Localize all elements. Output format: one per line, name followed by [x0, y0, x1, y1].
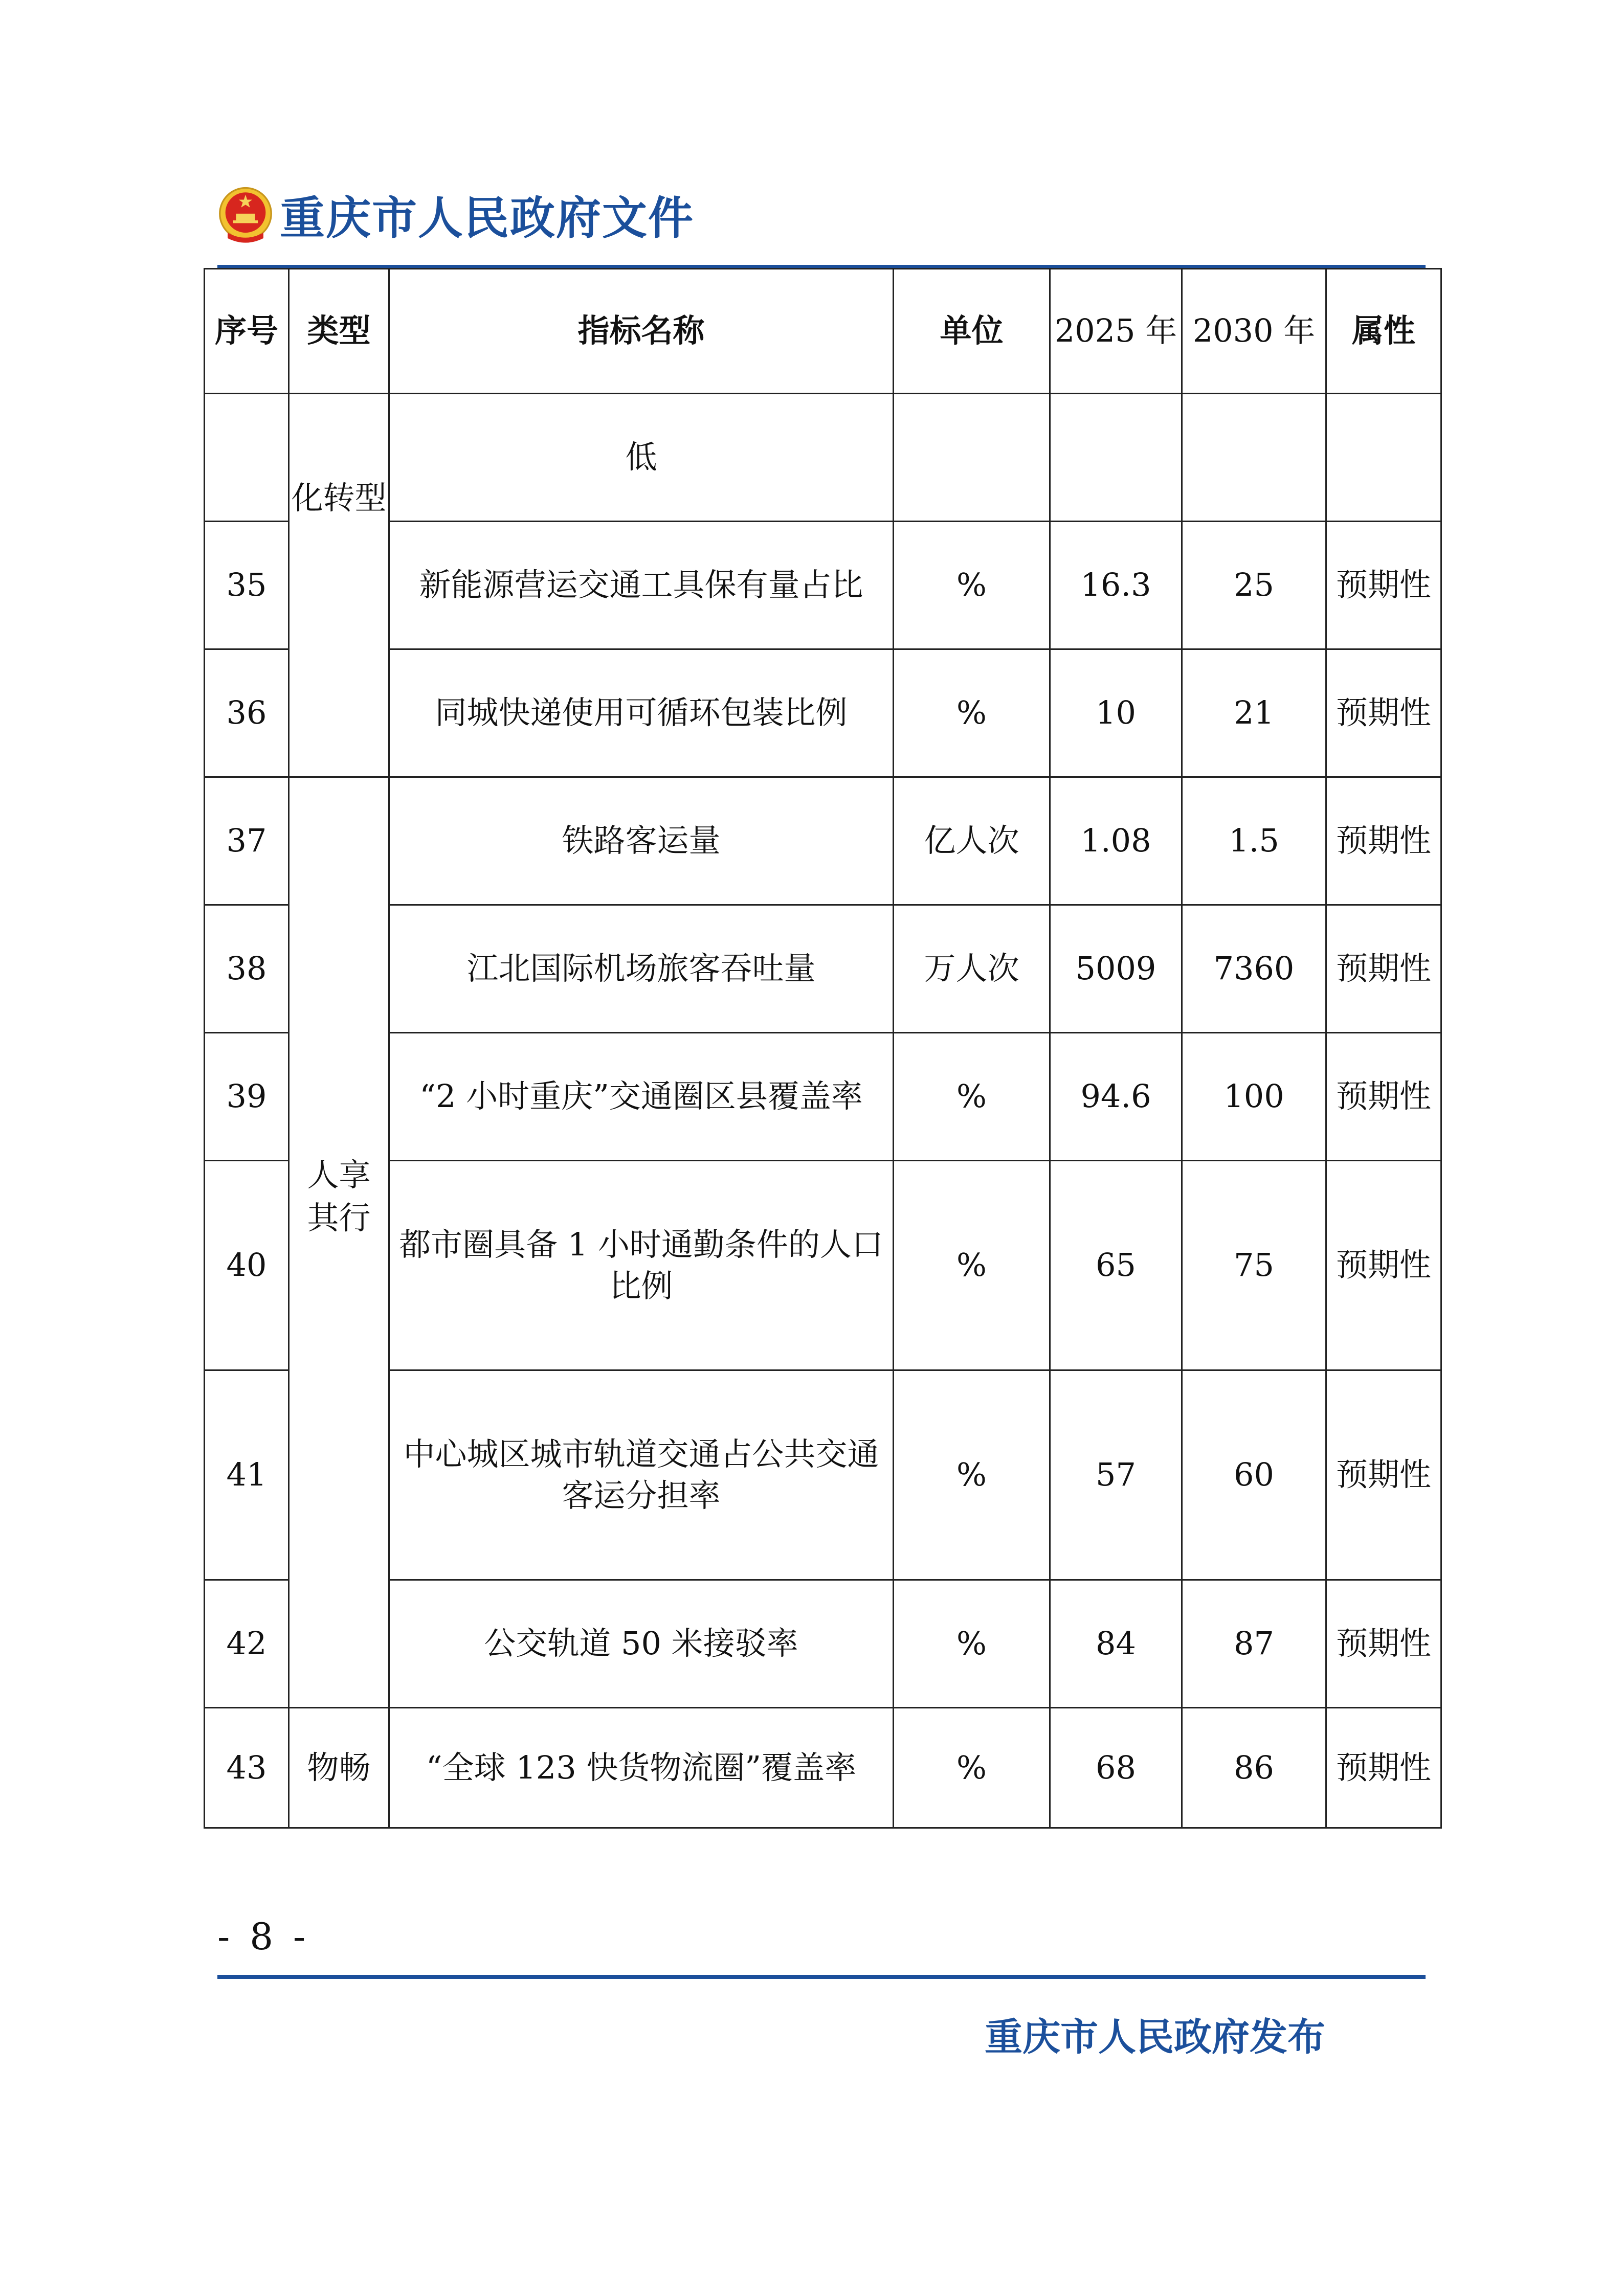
indicator-name: 中心城区城市轨道交通占公共交通客运分担率 — [389, 1370, 894, 1580]
unit: % — [894, 649, 1050, 777]
table-row — [205, 1161, 1441, 1370]
row-no: 36 — [205, 649, 289, 777]
value-2030: 60 — [1182, 1370, 1326, 1580]
national-emblem-icon — [217, 185, 274, 245]
header-attribute: 属性 — [1326, 269, 1441, 394]
indicator-name: 都市圈具备 1 小时通勤条件的人口比例 — [389, 1161, 894, 1370]
table-row — [205, 1370, 1441, 1580]
value-2025: 5009 — [1050, 905, 1182, 1033]
unit: % — [894, 1708, 1050, 1828]
header-2025: 2025 年 — [1050, 269, 1182, 394]
value-2030 — [1182, 394, 1326, 522]
row-no: 39 — [205, 1033, 289, 1161]
value-2025: 10 — [1050, 649, 1182, 777]
value-2025: 94.6 — [1050, 1033, 1182, 1161]
value-2025: 68 — [1050, 1708, 1182, 1828]
attribute: 预期性 — [1326, 777, 1441, 905]
attribute: 预期性 — [1326, 1370, 1441, 1580]
attribute: 预期性 — [1326, 1033, 1441, 1161]
value-2030: 100 — [1182, 1033, 1326, 1161]
unit: % — [894, 1580, 1050, 1708]
attribute — [1326, 394, 1441, 522]
indicator-name: 铁路客运量 — [389, 777, 894, 905]
table-row — [205, 1580, 1441, 1708]
unit: 亿人次 — [894, 777, 1050, 905]
header-category: 类型 — [289, 269, 389, 394]
attribute: 预期性 — [1326, 905, 1441, 1033]
value-2025: 16.3 — [1050, 522, 1182, 649]
unit: % — [894, 1033, 1050, 1161]
page-number: - 8 - — [217, 1915, 310, 1958]
document-header — [217, 182, 694, 248]
header-no: 序号 — [205, 269, 289, 394]
value-2030: 87 — [1182, 1580, 1326, 1708]
indicator-name: 公交轨道 50 米接驳率 — [389, 1580, 894, 1708]
value-2030: 25 — [1182, 522, 1326, 649]
value-2025: 84 — [1050, 1580, 1182, 1708]
value-2030: 1.5 — [1182, 777, 1326, 905]
row-no: 43 — [205, 1708, 289, 1828]
table-row — [205, 1708, 1441, 1828]
category-people-travel — [289, 777, 389, 1708]
value-2030: 75 — [1182, 1161, 1326, 1370]
indicator-name: 低 — [389, 394, 894, 522]
table-row — [205, 1033, 1441, 1161]
table-row — [205, 649, 1441, 777]
category-label: 人享其行 — [307, 1156, 371, 1236]
category-green-transition — [289, 394, 389, 777]
row-no: 41 — [205, 1370, 289, 1580]
attribute: 预期性 — [1326, 522, 1441, 649]
value-2030: 86 — [1182, 1708, 1326, 1828]
unit: % — [894, 1370, 1050, 1580]
row-no: 42 — [205, 1580, 289, 1708]
unit — [894, 394, 1050, 522]
row-no — [205, 394, 289, 522]
value-2025 — [1050, 394, 1182, 522]
footer-rule — [217, 1975, 1426, 1979]
indicator-name: “2 小时重庆”交通圈区县覆盖率 — [389, 1033, 894, 1161]
attribute: 预期性 — [1326, 1161, 1441, 1370]
value-2025: 65 — [1050, 1161, 1182, 1370]
indicator-table — [204, 268, 1442, 1829]
row-no: 40 — [205, 1161, 289, 1370]
attribute: 预期性 — [1326, 649, 1441, 777]
indicator-name: 同城快递使用可循环包装比例 — [389, 649, 894, 777]
attribute: 预期性 — [1326, 1708, 1441, 1828]
value-2025: 57 — [1050, 1370, 1182, 1580]
indicator-name: 江北国际机场旅客吞吐量 — [389, 905, 894, 1033]
row-no: 38 — [205, 905, 289, 1033]
header-2030: 2030 年 — [1182, 269, 1326, 394]
publisher-label: 重庆市人民政府发布 — [985, 2015, 1325, 2059]
category-label: 化转型 — [291, 479, 387, 517]
category-logistics: 物畅 — [289, 1708, 389, 1828]
value-2030: 7360 — [1182, 905, 1326, 1033]
table-row — [205, 522, 1441, 649]
unit: % — [894, 522, 1050, 649]
document-header-title: 重庆市人民政府文件 — [280, 192, 695, 244]
value-2030: 21 — [1182, 649, 1326, 777]
value-2025: 1.08 — [1050, 777, 1182, 905]
unit: % — [894, 1161, 1050, 1370]
unit: 万人次 — [894, 905, 1050, 1033]
indicator-name: 新能源营运交通工具保有量占比 — [389, 522, 894, 649]
table-row — [205, 394, 1441, 522]
indicator-name: “全球 123 快货物流圈”覆盖率 — [389, 1708, 894, 1828]
header-unit: 单位 — [894, 269, 1050, 394]
table-row — [205, 905, 1441, 1033]
row-no: 37 — [205, 777, 289, 905]
attribute: 预期性 — [1326, 1580, 1441, 1708]
header-indicator-name: 指标名称 — [389, 269, 894, 394]
row-no: 35 — [205, 522, 289, 649]
table-header-row — [205, 269, 1441, 394]
table-row — [205, 777, 1441, 905]
